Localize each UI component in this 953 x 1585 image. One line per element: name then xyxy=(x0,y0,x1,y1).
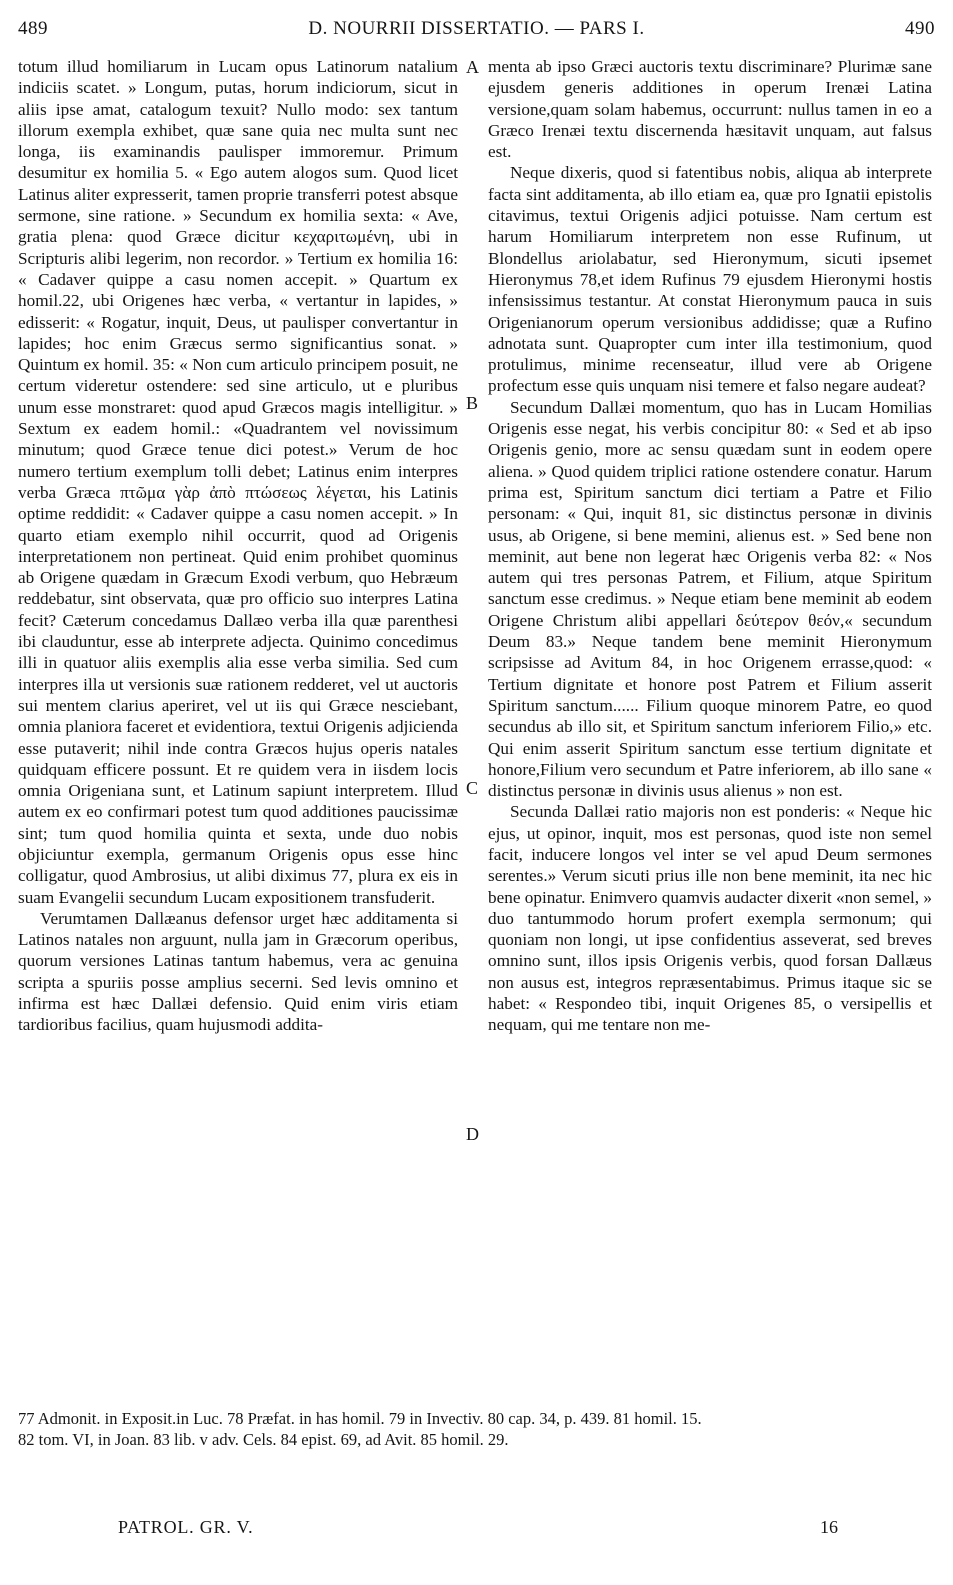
footnotes xyxy=(18,1408,933,1450)
footer-signature: PATROL. GR. V. xyxy=(118,1517,254,1537)
left-paragraph-1: totum illud homiliarum in Lucam opus Latinorum natalium indiciis scatet. » Longum, putas, horum indiciorum, sicut in aliis ipse amat, catalogum texuit? Nullo modo: sex tantum illorum exempla exhibet, quæ sane quia nec multa sunt nec longa, iis examinandis paulisper immoremur. Primum desumitur ex homilia 5. « Ego autem alogos sum. Quod licet Latinus aliter expresserit, tamen proprie transferri potest absque sermone, sine ratione. » Secundum ex homilia sexta: « Ave, gratia plena: quod Græce dicitur κεχαριτωμένη, ubi in Scripturis alibi legerim, non recordor. » Tertium ex homilia 16: « Cadaver quippe a casu nomen accepit. » Quartum ex homil.22, ubi Origenes hæc verba, « vertantur in lapides, » edisserit: « Rogatur, inquit, Deus, ut paulisper convertantur in lapides; hoc enim Græcus sermo significantius sonat. » Quintum ex homil. 35: « Non cum articulo principem posuit, ne certum videretur ostendere: sed sine articulo, ut e pluribus unum esse monstraret: quod apud Græcos magis intelligitur. » Sextum ex eadem homil.: «Quadrantem vel novissimum minutum; quod Græce tenue dici potest.» Verum de hoc numero tertium exemplum tolli debet; Latinus enim interpres verba Græca πτῶμα γὰρ ἀπὸ πτώσεως λέγεται, his Latinis optime reddidit: « Cadaver quippe a casu nomen accepit. » In quarto etiam exemplo nihil occurrit, quod ad Origenis interpretationem non pertineat. Quid enim prohibet quominus ab Origene quædam in Græcum Exodi verbum, quo Hebræum reddebatur, sint observata, quæ pro officio suo interpres Latina fecit? Cæterum concedamus Dallæo verba illa quæ parenthesi ibi clauduntur, esse ab interprete adjecta. Quinimo concedimus illi in quatuor aliis exemplis alia esse verba similia. Sed cum interpres illa ut versionis suæ rationem redderet, vel ut auctoris sui mentem clarius aperiret, vel ut iis qui Græce nesciebant, omnia planiora faceret et evidentiora, textui Origenis adjicienda esse putaverit; nihil inde contra Græcos hujus operis natales quidquam efficere possunt. Et re quidem vera in iisdem locis omnia Origeniana sunt, et Latinum sapiunt interpretem. Illud autem ex eo confirmari potest tum quod additiones paucissimæ sint; tum quod homilia quinta et sexta, unde duo nobis objiciuntur exempla, germanum Origenis opus esse hinc colligatur, quod Ambrosius, ut alibi diximus 77, plura ex eis in suam Evangelii secundum Lucam expositionem transfuderit. xyxy=(18,57,458,907)
left-column xyxy=(18,56,458,1401)
right-paragraph-3: Secundum Dallæi momentum, quo has in Lucam Homilias Origenis esse negat, his verbis concipitur 80: « Sed et ab ipso Origenis genio, more ac sensu quædam sunt in eodem opere aliena. » Quod quidem triplici ratione ostendere conatur. Harum prima est, Spiritum sanctum dici tertiam a Patre et Filio personam: « Qui, inquit 81, sic distinctus personæ in divinis usus, ab Origene, si bene memini, alienus est. » Sed bene non meminit, aut bene non legerat hæc Origenis verba 82: « Nos autem qui tres personas Patrem, et Filium, atque Spiritum sanctum esse credimus. » Neque etiam bene meminit ab eodem Origene Christum alibi appellari δεύτερον θεόν,« secundum Deum 83.» Neque tandem bene meminit Hieronymum scripsisse ad Avitum 84, in hoc Origenem errasse,quod: « Tertium dignitate et honore post Patrem et Filium asserit Spiritum sanctum...... Filium quoque minorem Patre, eo quod secundus ab illo sit, et Spiritum sanctum inferiorem Filio,» etc. Qui enim asserit Spiritum sanctum esse tertium dignitate et honore,Filium vero secundum et Patre inferiorem, ab illo sane « distinctus personæ in divinis usus alienus » non est. xyxy=(488,397,932,801)
left-paragraph-2: Verumtamen Dallæanus defensor urget hæc additamenta si Latinos natales non arguunt, nulla jam in Græcorum operibus, quorum versiones Latinas tantum habemus, vera ac genuina scripta a spuriis posse amplius secerni. Sed levis omnino et infirma est hæc Dallæi defensio. Quid enim viris etiam tardioribus facilius, quam hujusmodi addita- xyxy=(18,908,458,1035)
right-paragraph-4: Secunda Dallæi ratio majoris non est ponderis: « Neque hic ejus, ut opinor, inquit, mos est personas, quod iste non semel facit, inducere longos vel inter se vel apud Deum sermones serentes.» Verum sicuti prius ille non bene meminit, ita nec hic bene opinatur. Enimvero quamvis audacter dixerit «non semel, » duo tantummodo horum profert exempla sermonum; qui quoniam non longi, ut ipse confidentius asseverat, sed breves omnino sunt, illos ipsis Origenis verbis, quod forsan Dallæus non ausus est, integros repræsentabimus. Primus itaque sic se habet: « Respondeo tibi, inquit Origenes 85, o versipellis et nequam, qui me tentare non me- xyxy=(488,802,932,1035)
running-header xyxy=(18,18,935,44)
margin-letter-c: C xyxy=(466,778,479,798)
footer-sheet-number: 16 xyxy=(820,1517,838,1537)
footnote-line-1: 77 Admonit. in Exposit.in Luc. 78 Præfat. in has homil. 79 in Invectiv. 80 cap. 34, p. 439. 81 homil. 15. xyxy=(18,1409,702,1428)
margin-letter-a: A xyxy=(466,57,479,77)
margin-letter-d: D xyxy=(466,1124,479,1144)
margin-letter-b: B xyxy=(466,393,479,413)
right-paragraph-2: Neque dixeris, quod si fatentibus nobis, aliqua ab interprete facta sint additamenta, ab illo etiam ea, quæ pro Ignatii epistolis citavimus, textui Origenis adjici potuisse. Nam certum est harum Homiliarum interpretem non esse Rufinum, ut Blondellus ariolabatur, sed Hieronymum, sicuti ipsemet Hieronymus 78,et idem Rufinus 79 ejusdem Hieronymi hostis infensissimus testantur. At constat Hieronymum pauca in suis Origenianorum operum versionibus addidisse; quæ a Rufino adnotata sunt. Quapropter cum inter illa testimonium, quod protulimus, minime recenseatur, illud vere ab Origene profectum esse quis unquam nisi temere et falso negare audeat? xyxy=(488,163,932,396)
footnote-line-2: 82 tom. VI, in Joan. 83 lib. v adv. Cels. 84 epist. 69, ad Avit. 85 homil. 29. xyxy=(18,1430,509,1449)
right-column xyxy=(488,56,932,1401)
page-number-left: 489 xyxy=(18,18,48,39)
right-paragraph-1: menta ab ipso Græci auctoris textu discriminare? Plurimæ sane ejusdem generis additiones in operum Irenæi Latina versione,quam solam habemus, occurrunt: nullus tamen in eo a Græco Irenæi textu discernenda hæsitavit unquam, aut falsus est. xyxy=(488,57,932,162)
running-title: D. NOURRII DISSERTATIO. — PARS I. xyxy=(308,18,645,39)
page-number-right: 490 xyxy=(905,18,935,39)
